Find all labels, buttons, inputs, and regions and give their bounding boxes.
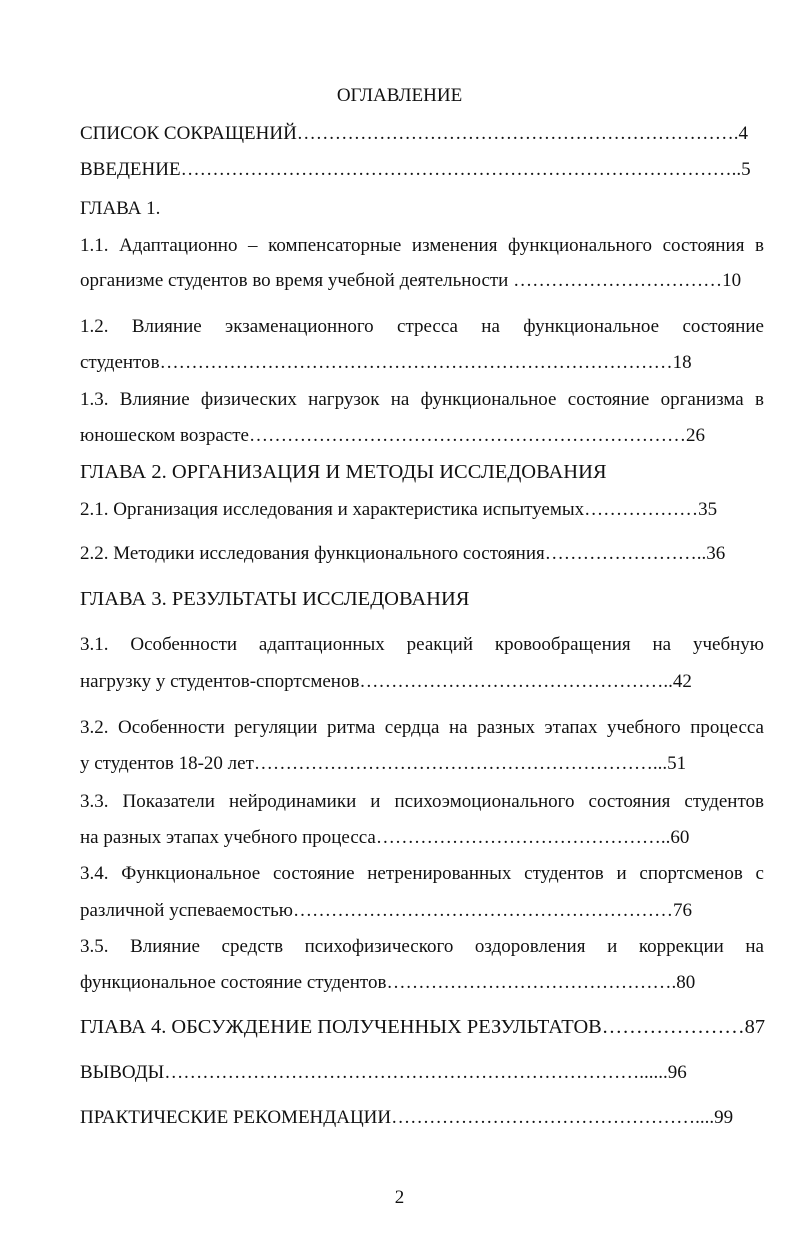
toc-entry-1-3-line2: юношеском возрасте……………………………………………………………26	[80, 425, 705, 446]
toc-entry-1-1-line2: организме студентов во время учебной деятельности ……………………………10	[80, 270, 742, 291]
toc-entry-3-1-line1: 3.1. Особенности адаптационных реакций кровообращения на учебную	[80, 634, 764, 655]
toc-chapter-2: ГЛАВА 2. ОРГАНИЗАЦИЯ И МЕТОДЫ ИССЛЕДОВАНИЯ	[80, 461, 607, 483]
toc-entry-1-1-line1: 1.1. Адаптационно – компенсаторные изменения функционального состояния в	[80, 235, 764, 256]
toc-entry-3-2-line1: 3.2. Особенности регуляции ритма сердца на разных этапах учебного процесса	[80, 717, 764, 738]
toc-entry-practical-recommendations: ПРАКТИЧЕСКИЕ РЕКОМЕНДАЦИИ…………………………………………....99	[80, 1107, 734, 1128]
toc-chapter-3: ГЛАВА 3. РЕЗУЛЬТАТЫ ИССЛЕДОВАНИЯ	[80, 588, 470, 610]
toc-entry-abbreviations: СПИСОК СОКРАЩЕНИЙ…………………………………………………………….4	[80, 123, 749, 144]
page-number: 2	[394, 1187, 405, 1208]
toc-title: ОГЛАВЛЕНИЕ	[336, 85, 463, 106]
toc-entry-3-3-line1: 3.3. Показатели нейродинамики и психоэмоционального состояния студентов	[80, 791, 764, 812]
toc-entry-1-2-line2: студентов………………………………………………………………………18	[80, 352, 692, 373]
toc-chapter-4: ГЛАВА 4. ОБСУЖДЕНИЕ ПОЛУЧЕННЫХ РЕЗУЛЬТАТОВ…………………87	[80, 1016, 766, 1038]
toc-entry-2-2: 2.2. Методики исследования функционального состояния……………………..36	[80, 543, 726, 564]
toc-entry-3-5-line1: 3.5. Влияние средств психофизического оздоровления и коррекции на	[80, 936, 764, 957]
toc-entry-1-2-line1: 1.2. Влияние экзаменационного стресса на функциональное состояние	[80, 316, 764, 337]
toc-entry-1-3-line1: 1.3. Влияние физических нагрузок на функциональное состояние организма в	[80, 389, 764, 410]
toc-entry-3-2-line2: у студентов 18-20 лет………………………………………………………...51	[80, 753, 687, 774]
toc-chapter-1: ГЛАВА 1.	[80, 198, 161, 219]
toc-entry-2-1: 2.1. Организация исследования и характеристика испытуемых………………35	[80, 499, 718, 520]
toc-entry-3-4-line2: различной успеваемостью……………………………………………………76	[80, 900, 692, 921]
toc-entry-conclusions: ВЫВОДЫ…………………………………………………………………......96	[80, 1062, 687, 1083]
toc-entry-introduction: ВВЕДЕНИЕ……………………………………………………………………………..5	[80, 159, 751, 180]
toc-entry-3-1-line2: нагрузку у студентов-спортсменов…………………………………………..42	[80, 671, 692, 692]
toc-entry-3-3-line2: на разных этапах учебного процесса………………………………………..60	[80, 827, 690, 848]
toc-entry-3-4-line1: 3.4. Функциональное состояние нетренированных студентов и спортсменов с	[80, 863, 764, 884]
toc-entry-3-5-line2: функциональное состояние студентов……………………………………….80	[80, 972, 696, 993]
